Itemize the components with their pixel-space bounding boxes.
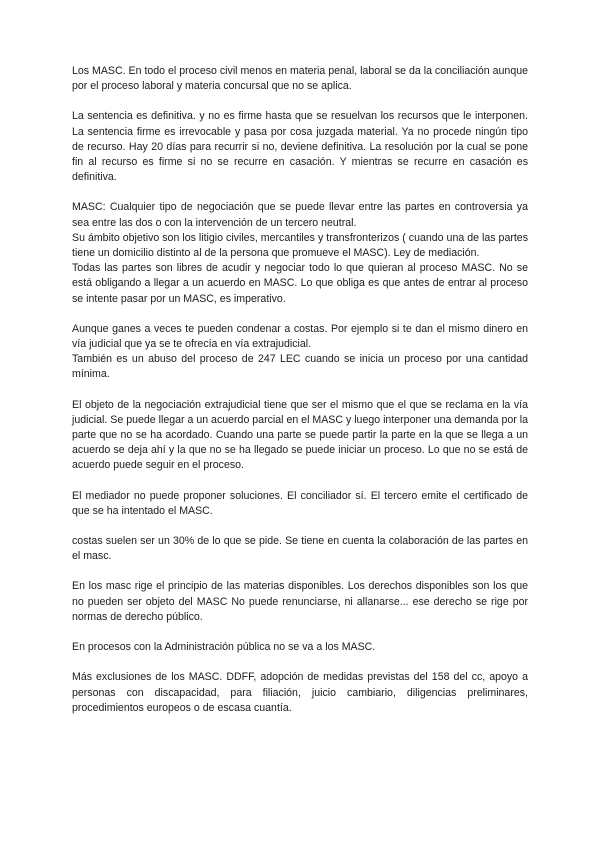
paragraph-sentencia (72, 109, 528, 185)
text-line: En los masc rige el principio de las materias disponibles. Los derechos disponibles son los que no pueden ser objeto del MASC No puede renunciarse, ni allanarse... ese derecho se rige por normas de derecho público. (72, 580, 528, 623)
text-line: costas suelen ser un 30% de lo que se pide. Se tiene en cuenta la colaboración de las partes en el masc. (72, 535, 528, 563)
text-line: También es un abuso del proceso de 247 LEC cuando se inicia un proceso por una cantidad mínima. (72, 353, 528, 381)
text-line: La sentencia es definitiva. y no es firme hasta que se resuelvan los recursos que le interponen. La sentencia firme es irrevocable y pasa por cosa juzgada material. Ya no procede ningún tipo de recurso. Hay 20 días para recurrir si no, deviene definitiva. La resolución por la cual se pone fin al recurso es firme si no se recurre en casación. Y mientras se recurre en casación es definitiva. (72, 110, 528, 184)
text-line: El mediador no puede proponer soluciones. El conciliador sí. El tercero emite el certificado de que se ha intentado el MASC. (72, 489, 528, 517)
text-line: En procesos con la Administración pública no se va a los MASC. (72, 641, 376, 654)
document-page (72, 64, 528, 731)
paragraph-objeto-negociacion (72, 398, 528, 474)
text-line: El objeto de la negociación extrajudicial tiene que ser el mismo que el que se reclama en la vía judicial. Se puede llegar a un acuerdo parcial en el MASC y luego interponer una demanda por la parte que no se ha acordado. Cuando una parte se puede partir la parte en la que se llega a un acuerdo se deja ahí y la que no se ha llegado se puede iniciar un proceso. Lo que no se está de acuerdo puede seguir en el proceso. (72, 398, 528, 472)
paragraph-costas (72, 322, 528, 383)
text-line: MASC: Cualquier tipo de negociación que se puede llevar entre las partes en controversia ya sea entre las dos o con la intervención de un tercero neutral. (72, 201, 528, 229)
paragraph-costas-porcentaje (72, 534, 528, 564)
paragraph-exclusiones (72, 670, 528, 716)
text-line: Los MASC. En todo el proceso civil menos en materia penal, laboral se da la conciliación aunque por el proceso laboral y materia concursal que no se aplica. (72, 65, 528, 93)
paragraph-administracion (72, 640, 528, 655)
paragraph-masc-definicion (72, 200, 528, 306)
text-line: Su ámbito objetivo son los litigio civiles, mercantiles y transfronterizos ( cuando una de las partes tiene un domicilio distinto al de la persona que promueve el MASC). Ley de mediación. (72, 231, 528, 260)
paragraph-mediador (72, 489, 528, 519)
paragraph-conciliacion (72, 64, 528, 94)
text-line: Aunque ganes a veces te pueden condenar a costas. Por ejemplo si te dan el mismo dinero en vía judicial que ya se te ofrecía en vía extrajudicial. (72, 322, 528, 351)
text-line: Más exclusiones de los MASC. DDFF, adopción de medidas previstas del 158 del cc, apoyo a personas con discapacidad, para filiación, juicio cambiario, diligencias preliminares, procedimientos europeos o de escasa cuantía. (72, 671, 528, 714)
text-line: Todas las partes son libres de acudir y negociar todo lo que quieran al proceso MASC. No se está obligando a llegar a un acuerdo en MASC. Lo que obliga es que antes de entrar al proceso se intente pasar por un MASC, es imperativo. (72, 262, 528, 305)
paragraph-materias-disponibles (72, 579, 528, 625)
